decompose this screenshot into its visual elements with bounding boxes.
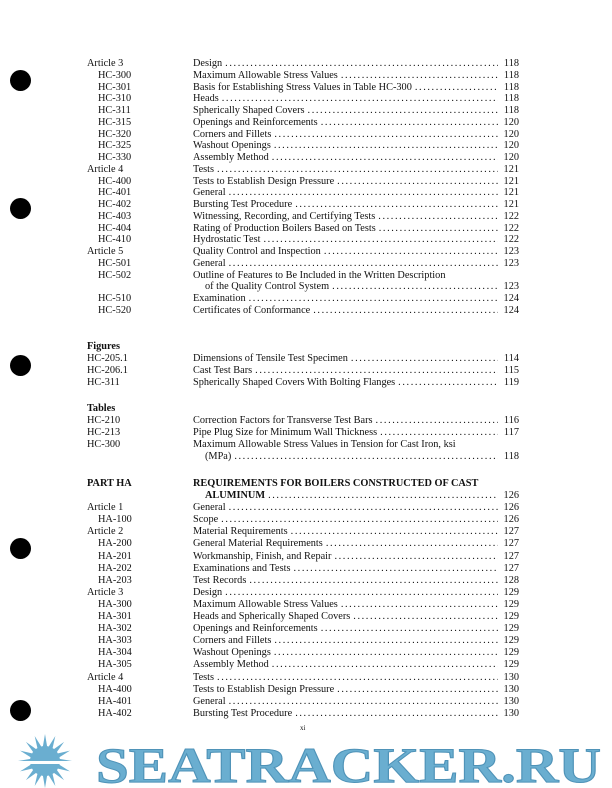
toc-entry[interactable] <box>87 647 519 659</box>
toc-entry-page: 123 <box>503 246 519 257</box>
tables <box>87 403 519 463</box>
toc-entry-title: ALUMINUM <box>205 490 266 502</box>
dot-leader <box>225 58 498 70</box>
toc-entry-page: 122 <box>503 210 519 222</box>
toc-entry-label: HA-302 <box>98 623 132 635</box>
toc-entry[interactable] <box>87 563 519 575</box>
dot-leader <box>415 82 498 94</box>
toc-entry-label: HA-304 <box>98 647 132 659</box>
dot-leader <box>324 246 498 258</box>
dot-leader <box>272 659 498 671</box>
dot-leader <box>334 551 498 563</box>
figures <box>87 341 519 389</box>
toc-entry-title: Bursting Test Procedure <box>193 707 293 719</box>
toc-entry-page: 120 <box>503 116 519 128</box>
toc-entry-title: Maximum Allowable Stress Values <box>193 598 338 610</box>
toc-entry-page: 126 <box>503 490 519 502</box>
toc-entry-page: 130 <box>503 707 519 719</box>
dot-leader <box>295 199 498 211</box>
toc-entry-page: 129 <box>503 611 519 623</box>
dot-leader <box>293 563 498 575</box>
toc-entry-title: REQUIREMENTS FOR BOILERS CONSTRUCTED OF CAST <box>193 478 479 489</box>
toc-entry-label: HC-213 <box>87 427 121 439</box>
toc-entry[interactable] <box>87 281 519 293</box>
toc-entry-label: Article 3 <box>87 586 124 598</box>
toc-entry-label: Article 5 <box>87 246 124 257</box>
toc-entry[interactable] <box>87 199 519 211</box>
toc-entry-page: 118 <box>503 105 519 116</box>
dot-leader <box>341 599 498 611</box>
toc-entry[interactable] <box>87 587 519 599</box>
toc-entry[interactable] <box>87 684 519 696</box>
dot-leader <box>341 70 498 82</box>
dot-leader <box>321 117 498 129</box>
toc-entry-label: HC-325 <box>98 140 132 152</box>
toc-entry[interactable] <box>87 176 519 188</box>
toc-entry-title: Washout Openings <box>193 647 271 659</box>
toc-entry-title: Tests <box>193 671 215 683</box>
toc-entry[interactable] <box>87 708 519 720</box>
dot-leader <box>378 211 498 223</box>
toc-entry-title: Cast Test Bars <box>193 365 253 377</box>
toc-entry-label: HA-301 <box>98 611 132 623</box>
toc-entry-page: 121 <box>503 175 519 187</box>
toc-entry-label: Article 4 <box>87 671 124 683</box>
toc-entry[interactable] <box>87 502 519 514</box>
toc-entry-page: 121 <box>503 199 519 210</box>
toc-entry[interactable] <box>87 490 519 502</box>
toc-entry-label: HC-320 <box>98 128 132 140</box>
dot-leader <box>229 187 498 199</box>
dot-leader <box>380 427 498 439</box>
dot-leader <box>229 696 498 708</box>
sun-ray <box>43 734 47 747</box>
binder-hole <box>10 700 31 721</box>
toc-entry-page: 120 <box>503 140 519 152</box>
toc-entry-title: Correction Factors for Transverse Test Bars <box>193 415 373 427</box>
toc-entry-label: HA-200 <box>98 538 132 550</box>
toc-entry[interactable] <box>87 415 519 427</box>
dot-leader <box>249 575 498 587</box>
toc-entry-label: HC-315 <box>98 116 132 128</box>
dot-leader <box>221 514 498 526</box>
dot-leader <box>398 377 498 389</box>
toc-entry-page: 119 <box>503 377 519 389</box>
toc-entry[interactable] <box>87 526 519 538</box>
page-number: xi <box>300 724 306 732</box>
toc-entry-label: HC-520 <box>98 304 132 316</box>
toc-entry-page: 114 <box>503 353 519 365</box>
dot-leader <box>337 176 498 188</box>
toc-entry-label: HC-401 <box>98 187 132 199</box>
toc-entry-label: Article 3 <box>87 58 124 69</box>
toc-entry-page: 124 <box>503 304 519 316</box>
dot-leader <box>229 258 498 270</box>
toc-entry-label: HA-202 <box>98 562 132 574</box>
dot-leader <box>217 164 498 176</box>
toc-entry[interactable] <box>87 93 519 105</box>
toc-entry-page: 126 <box>503 502 519 514</box>
dot-leader <box>217 672 498 684</box>
toc-entry-page: 127 <box>503 550 519 562</box>
toc-entry-page: 115 <box>503 365 519 377</box>
toc-entry-title: Scope <box>193 514 219 526</box>
dot-leader <box>353 611 498 623</box>
toc-entry[interactable] <box>87 365 519 377</box>
toc-entry[interactable] <box>87 140 519 152</box>
dot-leader <box>291 526 498 538</box>
toc-entry[interactable] <box>87 152 519 164</box>
toc-entry-title: Maximum Allowable Stress Values <box>193 69 338 81</box>
toc-entry-title: Corners and Fillets <box>193 635 272 647</box>
sun-ray <box>57 751 70 758</box>
toc-entry[interactable] <box>87 246 519 258</box>
toc-entry-label: HC-205.1 <box>87 353 128 365</box>
toc-entry-page: 123 <box>503 281 519 293</box>
sun-ray <box>53 769 64 780</box>
toc-entry-page: 130 <box>503 683 519 695</box>
toc-entry[interactable] <box>87 478 519 490</box>
toc-entry-title: Tests to Establish Design Pressure <box>193 175 335 187</box>
toc-entry[interactable] <box>87 70 519 82</box>
toc-entry-page: 130 <box>503 695 519 707</box>
toc-entry-label: HC-403 <box>98 210 132 222</box>
toc-entry[interactable] <box>87 696 519 708</box>
toc-entry-title: Basis for Establishing Stress Values in Table HC-300 <box>193 81 412 93</box>
section-heading: Tables <box>87 403 116 414</box>
toc-entry-label: PART HA <box>87 478 132 489</box>
part-hc-articles <box>87 58 519 317</box>
dot-leader <box>332 281 498 293</box>
dot-leader <box>274 140 498 152</box>
toc-entry[interactable] <box>87 270 519 282</box>
toc-entry-page: 130 <box>503 671 519 683</box>
part-ha <box>87 478 519 720</box>
toc-entry-title: Tests <box>193 163 215 175</box>
sun-ray <box>20 764 33 771</box>
toc-entry[interactable] <box>87 538 519 550</box>
sun-ray <box>26 769 37 780</box>
toc-entry-title: of the Quality Control System <box>205 281 330 293</box>
toc-entry[interactable] <box>87 293 519 305</box>
binder-hole <box>10 70 31 91</box>
toc-entry[interactable] <box>87 58 519 70</box>
sun-ray <box>57 764 70 771</box>
toc-entry[interactable] <box>87 211 519 223</box>
toc-entry-label: HC-502 <box>98 269 132 281</box>
toc-entry-title: Outline of Features to Be Included in the Written Description <box>193 269 446 281</box>
toc-entry[interactable] <box>87 223 519 235</box>
toc-entry-title: Openings and Reinforcements <box>193 116 318 128</box>
toc-entry-page: 129 <box>503 635 519 647</box>
toc-entry-title: General <box>193 257 226 269</box>
toc-entry-page: 123 <box>503 257 519 269</box>
toc-entry-title: Dimensions of Tensile Test Specimen <box>193 353 348 365</box>
toc-entry-label: HC-311 <box>87 377 120 389</box>
toc-entry-label: HA-402 <box>98 707 132 719</box>
toc-entry[interactable] <box>87 659 519 671</box>
toc-entry-page: 129 <box>503 659 519 671</box>
toc-entry-title: Rating of Production Boilers Based on Tests <box>193 222 376 234</box>
toc-entry[interactable] <box>87 514 519 526</box>
toc-entry-title: Assembly Method <box>193 659 269 671</box>
toc-entry-label: Article 4 <box>87 163 124 175</box>
toc-entry-page: 120 <box>503 152 519 163</box>
sun-ray <box>20 751 33 758</box>
toc-entry-title: Design <box>193 58 223 69</box>
toc-entry-label: HA-303 <box>98 635 132 647</box>
toc-entry[interactable] <box>87 635 519 647</box>
toc-entry[interactable] <box>87 623 519 635</box>
binder-hole <box>10 538 31 559</box>
toc-entry-title: General <box>193 695 226 707</box>
dot-leader <box>326 538 498 550</box>
toc-entry-title: Design <box>193 586 223 598</box>
toc-entry-label: Article 2 <box>87 526 124 538</box>
toc-entry-label: HC-501 <box>98 257 132 269</box>
toc-entry-title: General <box>193 187 226 199</box>
toc-entry-title: Pipe Plug Size for Minimum Wall Thickness <box>193 427 378 439</box>
toc-entry[interactable] <box>87 377 519 389</box>
toc-entry-label: HC-404 <box>98 222 132 234</box>
toc-entry-page: 127 <box>503 526 519 538</box>
toc-entry[interactable] <box>87 439 519 451</box>
toc-entry-page: 124 <box>503 293 519 304</box>
toc-entry[interactable] <box>87 672 519 684</box>
toc-entry[interactable] <box>87 82 519 94</box>
toc-entry[interactable] <box>87 451 519 463</box>
dot-leader <box>274 129 498 141</box>
toc-entry[interactable] <box>87 234 519 246</box>
sun-ray <box>53 742 64 753</box>
toc-entry-title: Spherically Shaped Covers With Bolting Flanges <box>193 377 396 389</box>
toc-entry-label: HA-203 <box>98 574 132 586</box>
toc-entry-title: Examinations and Tests <box>193 562 291 574</box>
toc-entry-page: 122 <box>503 234 519 246</box>
toc-entry-page: 118 <box>503 69 519 81</box>
dot-leader <box>263 234 498 246</box>
toc-entry[interactable] <box>87 353 519 365</box>
toc-entry-page: 121 <box>503 187 519 199</box>
toc-entry[interactable] <box>87 599 519 611</box>
binder-hole <box>10 198 31 219</box>
toc-entry-title: Spherically Shaped Covers <box>193 105 305 116</box>
toc-entry-title: Washout Openings <box>193 140 271 152</box>
section-heading: Figures <box>87 341 120 352</box>
toc-entry-label: Article 1 <box>87 502 124 514</box>
toc-entry-label: HA-401 <box>98 695 132 707</box>
dot-leader <box>255 365 498 377</box>
dot-leader <box>274 635 498 647</box>
toc-entry-title: Bursting Test Procedure <box>193 199 293 210</box>
binder-hole <box>10 355 31 376</box>
dot-leader <box>295 708 498 720</box>
toc-entry[interactable] <box>87 187 519 199</box>
toc-entry[interactable] <box>87 129 519 141</box>
toc-entry-title: Heads and Spherically Shaped Covers <box>193 611 351 623</box>
toc-entry[interactable] <box>87 551 519 563</box>
dot-leader <box>313 305 498 317</box>
toc-entry-label: HA-201 <box>98 550 132 562</box>
toc-entry-title: General <box>193 502 226 514</box>
dot-leader <box>337 684 498 696</box>
dot-leader <box>272 152 498 164</box>
toc-entry-page: 122 <box>503 222 519 234</box>
toc-entry-page: 127 <box>503 538 519 550</box>
dot-leader <box>308 105 498 117</box>
dot-leader <box>234 451 498 463</box>
toc-entry-page: 126 <box>503 514 519 526</box>
sun-ray <box>48 736 55 749</box>
toc-entry-title: Workmanship, Finish, and Repair <box>193 550 332 562</box>
toc-entry-page: 127 <box>503 562 519 574</box>
toc-entry-page: 118 <box>503 58 519 69</box>
toc-entry-title: Witnessing, Recording, and Certifying Tests <box>193 210 376 222</box>
dot-leader <box>351 353 498 365</box>
toc-entry-label: HA-300 <box>98 598 132 610</box>
sun-ray <box>26 742 37 753</box>
toc-entry-label: HC-210 <box>87 415 121 427</box>
dot-leader <box>379 223 498 235</box>
toc-entry-label: HC-206.1 <box>87 365 128 377</box>
toc-entry-title: Test Records <box>193 574 247 586</box>
toc-entry-label: HC-311 <box>98 105 131 116</box>
dot-leader <box>249 293 498 305</box>
toc-entry-page: 129 <box>503 623 519 635</box>
toc-entry-title: Material Requirements <box>193 526 288 538</box>
sun-ray <box>43 775 47 788</box>
dot-leader <box>274 647 498 659</box>
sun-ray <box>35 773 42 786</box>
toc-entry-label: HA-100 <box>98 514 132 526</box>
dot-leader <box>225 587 498 599</box>
watermark-logo <box>0 734 612 788</box>
dot-leader <box>376 415 498 427</box>
toc-entry-title: Corners and Fillets <box>193 128 272 140</box>
toc-entry-title: General Material Requirements <box>193 538 323 550</box>
toc-entry-page: 128 <box>503 574 519 586</box>
toc-entry-label: HC-510 <box>98 293 132 304</box>
dot-leader <box>229 502 498 514</box>
toc-entry-title: Openings and Reinforcements <box>193 623 318 635</box>
toc-entry-title: Hydrostatic Test <box>193 234 261 246</box>
watermark-text: SEATRACKER.RU <box>96 737 601 788</box>
toc-entry-page: 121 <box>503 163 519 175</box>
toc-entry-title: (MPa) <box>205 451 232 463</box>
toc-entry-title: Assembly Method <box>193 152 269 163</box>
toc-entry[interactable] <box>87 105 519 117</box>
toc-entry-title: Maximum Allowable Stress Values in Tension for Cast Iron, ksi <box>193 439 456 451</box>
toc-entry-label: HC-300 <box>98 69 132 81</box>
toc-entry[interactable] <box>87 575 519 587</box>
toc-entry[interactable] <box>87 427 519 439</box>
dot-leader <box>321 623 498 635</box>
toc-entry-title: Tests to Establish Design Pressure <box>193 683 335 695</box>
toc-entry-page: 129 <box>503 647 519 659</box>
toc-entry[interactable] <box>87 164 519 176</box>
toc-entry-page: 118 <box>503 81 519 93</box>
toc-entry[interactable] <box>87 611 519 623</box>
toc-entry[interactable] <box>87 305 519 317</box>
sun-ray <box>35 736 42 749</box>
dot-leader <box>222 93 498 105</box>
toc-entry-label: HC-410 <box>98 234 132 246</box>
toc-entry-page: 129 <box>503 586 519 598</box>
toc-entry-label: HC-310 <box>98 93 132 105</box>
toc-entry-title: Examination <box>193 293 246 304</box>
toc-entry-title: Quality Control and Inspection <box>193 246 321 257</box>
sun-ray <box>48 773 55 786</box>
toc-entry[interactable] <box>87 258 519 270</box>
toc-entry-page: 116 <box>503 415 519 427</box>
toc-entry-label: HA-305 <box>98 659 132 671</box>
toc-entry-page: 118 <box>503 93 519 105</box>
toc-entry-label: HC-300 <box>87 439 121 451</box>
toc-entry-title: Certificates of Conformance <box>193 304 311 316</box>
toc-entry-label: HC-301 <box>98 81 132 93</box>
dot-leader <box>268 490 498 502</box>
toc-entry-label: HC-402 <box>98 199 132 210</box>
toc-entry-page: 120 <box>503 128 519 140</box>
toc-entry-page: 118 <box>503 451 519 463</box>
toc-entry[interactable] <box>87 117 519 129</box>
toc-entry-label: HC-400 <box>98 175 132 187</box>
toc-entry-title: Heads <box>193 93 219 105</box>
toc-entry-label: HC-330 <box>98 152 132 163</box>
toc-entry-label: HA-400 <box>98 683 132 695</box>
toc-entry-page: 117 <box>503 427 519 439</box>
toc-entry-page: 129 <box>503 598 519 610</box>
